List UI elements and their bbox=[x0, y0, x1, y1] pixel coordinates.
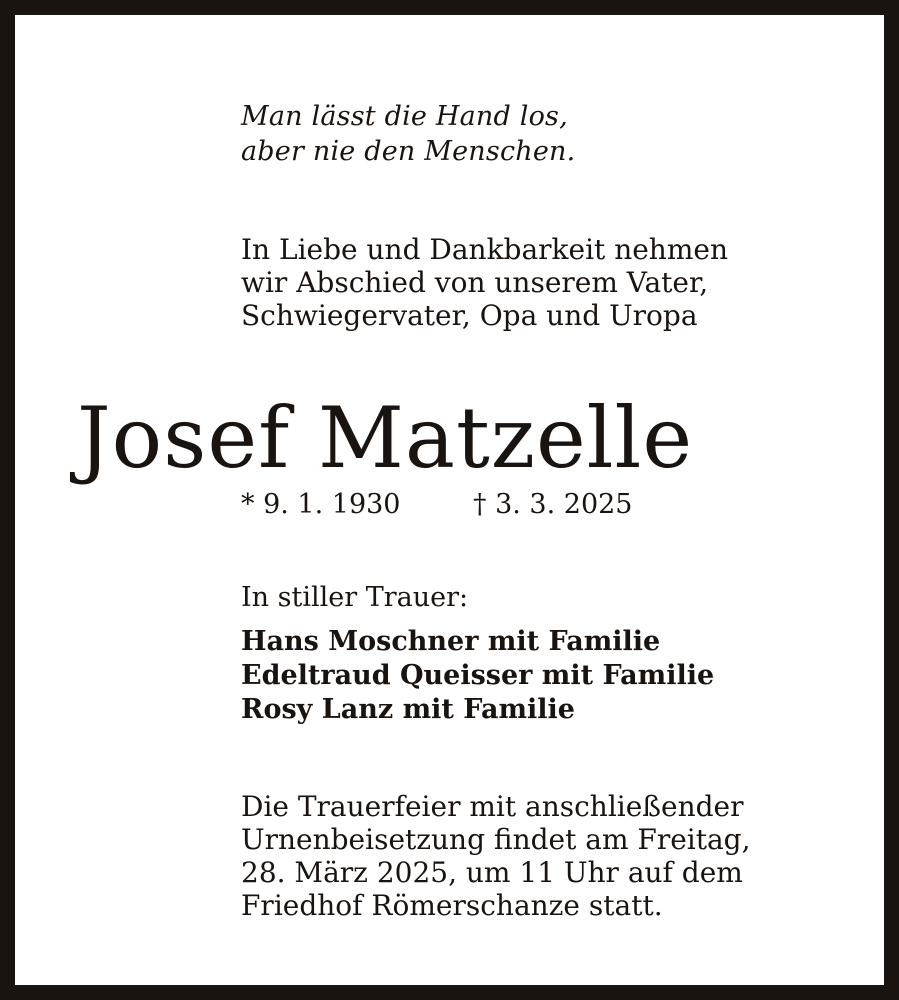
quote-line: Man lässt die Hand los, bbox=[241, 101, 568, 132]
funeral-line: Urnenbeisetzung findet am Freitag, bbox=[241, 823, 751, 856]
funeral-line: Friedhof Römerschanze statt. bbox=[241, 889, 663, 922]
death-date: † 3. 3. 2025 bbox=[473, 489, 633, 520]
birth-date: * 9. 1. 1930 bbox=[241, 489, 401, 520]
quote-line: aber nie den Menschen. bbox=[241, 136, 576, 167]
farewell-intro bbox=[241, 233, 728, 332]
funeral-line: Die Trauerfeier mit anschließender bbox=[241, 790, 744, 823]
life-dates bbox=[241, 488, 633, 522]
mourner-entry: Edeltraud Queisser mit Familie bbox=[241, 660, 715, 691]
mourners-list bbox=[241, 625, 714, 727]
memorial-quote bbox=[241, 99, 575, 169]
mourner-entry: Hans Moschner mit Familie bbox=[241, 626, 661, 657]
intro-line: wir Abschied von unserem Vater, bbox=[241, 266, 709, 299]
mourner-entry: Rosy Lanz mit Familie bbox=[241, 694, 575, 725]
mourning-label: In stiller Trauer: bbox=[241, 582, 469, 613]
funeral-notice bbox=[241, 790, 751, 922]
intro-line: In Liebe und Dankbarkeit nehmen bbox=[241, 233, 728, 266]
deceased-name: Josef Matzelle bbox=[77, 389, 694, 487]
intro-line: Schwiegervater, Opa und Uropa bbox=[241, 299, 698, 332]
funeral-line: 28. März 2025, um 11 Uhr auf dem bbox=[241, 856, 743, 889]
